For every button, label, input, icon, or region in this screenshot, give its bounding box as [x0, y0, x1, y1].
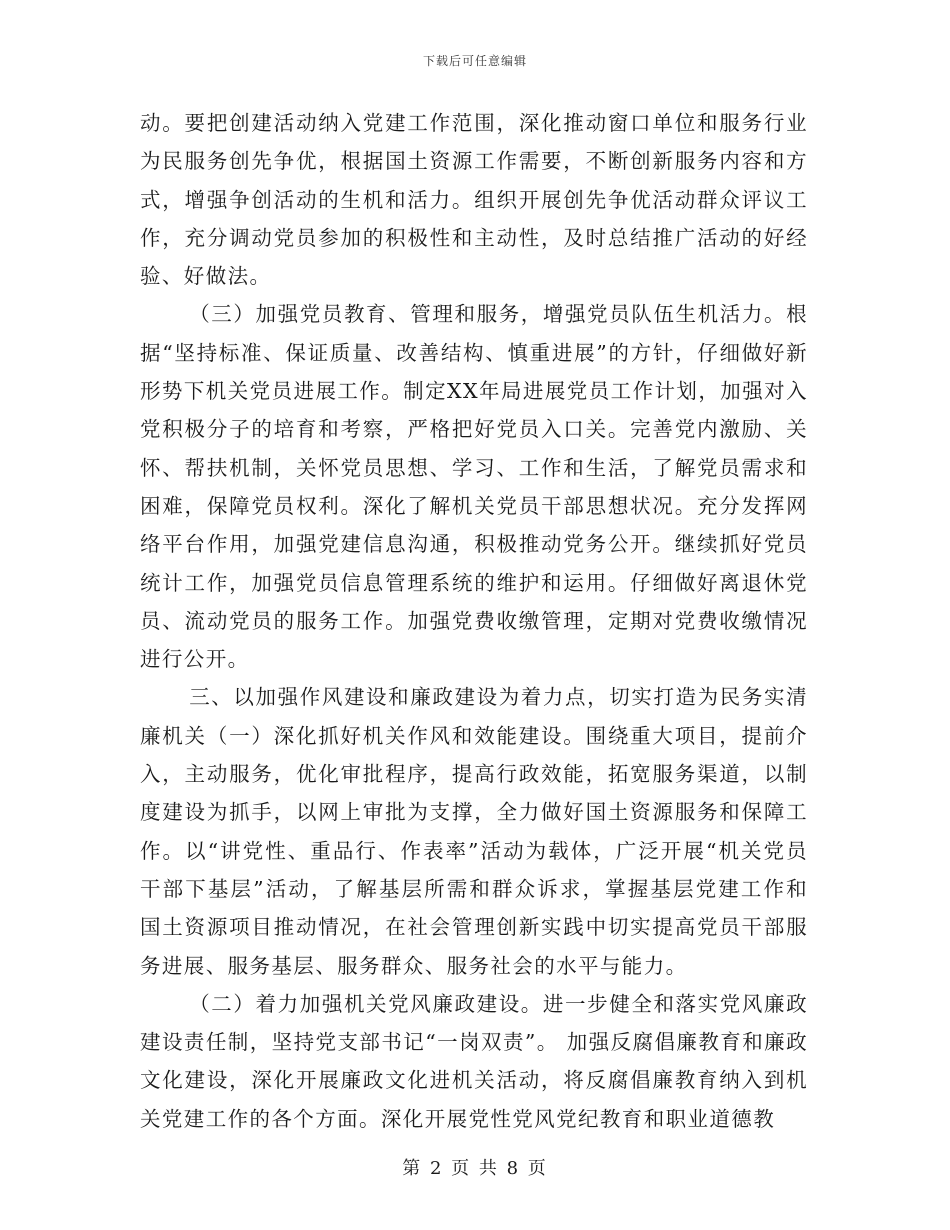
- document-body: [140, 104, 808, 1138]
- page-number-footer: 第 2 页 共 8 页: [402, 1158, 548, 1179]
- paragraph-section-2-integrity: （二）着力加强机关党风廉政建设。进一步健全和落实党风廉政建设责任制，坚持党支部书记“一岗双责”。 加强反腐倡廉教育和廉政文化建设，深化开展廉政文化进机关活动，将反腐倡廉教育纳入到机关党建工作的各个方面。深化开展党性党风党纪教育和职业道德教: [140, 991, 808, 1131]
- page-header-note: 下载后可任意编辑: [422, 54, 527, 68]
- paragraph-continuation: 动。要把创建活动纳入党建工作范围，深化推动窗口单位和服务行业为民服务创先争优，根据国土资源工作需要，不断创新服务内容和方式，增强争创活动的生机和活力。组织开展创先争优活动群众评议工作，充分调动党员参加的积极性和主动性，及时总结推广活动的好经验、好做法。: [140, 111, 808, 289]
- paragraph-section-three-work-style: 三、以加强作风建设和廉政建设为着力点，切实打造为民务实清廉机关（一）深化抓好机关作风和效能建设。围绕重大项目，提前介入，主动服务，优化审批程序，提高行政效能，拓宽服务渠道，以制度建设为抓手，以网上审批为支撑，全力做好国土资源服务和保障工作。以“讲党性、重品行、作表率”活动为载体，广泛开展“机关党员干部下基层”活动，了解基层所需和群众诉求，掌握基层党建工作和国土资源项目推动情况，在社会管理创新实践中切实提高党员干部服务进展、服务基层、服务群众、服务社会的水平与能力。: [140, 685, 808, 978]
- paragraph-section-3-party-members: （三）加强党员教育、管理和服务，增强党员队伍生机活力。根据“坚持标准、保证质量、改善结构、慎重进展”的方针，仔细做好新形势下机关党员进展工作。制定XX年局进展党员工作计划，加强对入党积极分子的培育和考察，严格把好党员入口关。完善党内激励、关怀、帮扶机制，关怀党员思想、学习、工作和生活，了解党员需求和困难，保障党员权利。深化了解机关党员干部思想状况。充分发挥网络平台作用，加强党建信息沟通，积极推动党务公开。继续抓好党员统计工作，加强党员信息管理系统的维护和运用。仔细做好离退休党员、流动党员的服务工作。加强党费收缴管理，定期对党费收缴情况进行公开。: [140, 302, 808, 672]
